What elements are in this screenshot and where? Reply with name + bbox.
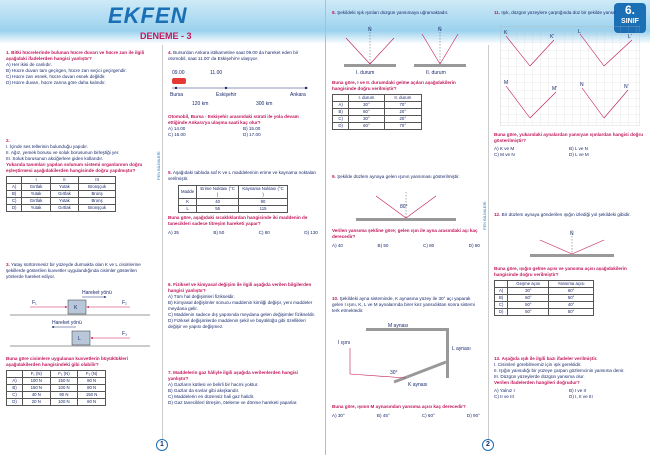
- column-divider: [162, 45, 163, 440]
- svg-text:80°: 80°: [400, 204, 408, 210]
- svg-text:09.00: 09.00: [172, 70, 185, 76]
- svg-text:N: N: [570, 231, 574, 237]
- side-label: FEN BİLİMLERİ: [156, 151, 161, 180]
- block-l: [72, 331, 90, 345]
- question-6: 6. Fiziksel ve kimyasal değişim ile ilgili aşağıda verilen bilgilerden hangisi yanlıştır? A) Tüm hal değişimleri fizikseldir. B) Kimyasal değişimler sonucu maddenin kimliği değişir, yeni maddeler meydana gelir. C) Maddenin sadece dış yapısında meydana gelen değişimler fizikseldir. D) Fiziksel değişimlerde maddenin şekil ve büyüklüğü gibi özellikleri değişir ve yapısı değişmez.: [168, 282, 318, 330]
- svg-text:K: K: [504, 30, 508, 36]
- q1-option-b[interactable]: B) Hücre duvarı tam geçirgen, hücre zarı seçici geçirgendir.: [6, 68, 127, 73]
- page-number: 2: [482, 439, 494, 451]
- question-8: 8. Şekildeki ışık ışınları düzgün yansımaya uğramaktadır.: [332, 10, 449, 15]
- q5-option-c[interactable]: C) 80: [258, 230, 270, 235]
- svg-text:Eskişehir: Eskişehir: [216, 92, 237, 98]
- column-divider: [488, 45, 489, 440]
- svg-text:F₁: F₁: [32, 300, 37, 306]
- svg-text:K': K': [550, 34, 555, 40]
- question-9: 9. Şekilde düzlem aynaya gelen ışının yansıması gösterilmiştir.: [332, 174, 460, 179]
- table-row[interactable]: A) 30° 60°: [495, 288, 594, 295]
- q11-option-a[interactable]: A) K ve M: [494, 146, 515, 151]
- q12-table: Geşme açısı Yansıma açısı A) 30° 60° B) 60° 50° C) 50° 40° D) 50° 50°: [494, 280, 594, 316]
- svg-text:300 km: 300 km: [256, 101, 273, 107]
- question-3-ask: Buna göre cisimlere uygulanan kuvvetlerin büyüklükleri aşağıdakilerden hangisindeki gibi olabilir? F₁ (N) F₂ (N) F₃ (N) A) 100 N 150 N 80 N B) 150 N 100 N 80 N C) 40 N 90 N 150 N D) 20 N 100 N 60 N: [6, 356, 129, 404]
- table-row[interactable]: C) 50° 40°: [495, 302, 594, 309]
- table-row[interactable]: B) 150 N 100 N 80 N: [7, 385, 106, 392]
- svg-text:N: N: [580, 82, 584, 88]
- svg-text:I. durum: I. durum: [356, 70, 375, 74]
- table-row[interactable]: D) 60° 70°: [333, 123, 422, 130]
- q1-option-d[interactable]: D) Hücre duvarı, hücre zarına göre daha kalındır.: [6, 80, 106, 85]
- svg-text:N: N: [438, 27, 442, 33]
- logo: EKFEN: [108, 3, 188, 28]
- svg-text:II. durum: II. durum: [426, 70, 446, 74]
- q10-option-c[interactable]: C) 60°: [421, 413, 435, 418]
- q13-option-d[interactable]: D) I, II ve III: [569, 394, 593, 399]
- q7-option-a[interactable]: A) Gazların kütlesi ve belirli bir hacmi yoktur.: [168, 382, 259, 387]
- question-8-ask: Buna göre, I ve II. durumdaki gelme açıları aşağıdakilerin hangisinde doğru verilmiştir? I. durum II. durum A) 30° 70° B) 60° 20° C) 30° 20° D) 60° 70°: [332, 80, 456, 128]
- svg-text:N': N': [624, 84, 629, 90]
- question-12-ask: Buna göre, ışığın gelme açısı ve yansıma açısı aşağıdakilerin hangisinde doğru verilmiştir? Geşme açısı Yansıma açısı A) 30° 60° B) 60° 50° C) 50° 40° D) 50° 50°: [494, 266, 627, 314]
- svg-text:30°: 30°: [390, 370, 398, 376]
- q12-mirror-diagram: [500, 228, 640, 262]
- q8-table: I. durum II. durum A) 30° 70° B) 60° 20° C) 30° 20° D) 60° 70°: [332, 94, 422, 130]
- q9-option-d[interactable]: D) 80: [468, 243, 480, 248]
- table-row: L 55 115: [179, 206, 288, 213]
- question-10-ask: Buna göre, ışının M aynasından yansıma açısı kaç derecedir? A) 30° B) 45° C) 60° D) 90°: [332, 404, 480, 418]
- svg-text:Bursa: Bursa: [170, 92, 184, 98]
- q6-option-d[interactable]: D) Fiziksel değişimlerde maddenin şekil ve büyüklüğü gibi özellikleri değişir ve yapısı değişmez.: [168, 318, 306, 329]
- svg-text:L aynası: L aynası: [452, 346, 471, 352]
- table-row[interactable]: A) 100 N 150 N 80 N: [7, 378, 106, 385]
- q11-option-d[interactable]: D) L ve M: [569, 152, 589, 157]
- q7-option-d[interactable]: D) Gaz tanecikleri titreşim, öteleme ve dönme hareketi yaparlar.: [168, 400, 298, 405]
- mirror-k: [394, 362, 446, 382]
- q5-option-b[interactable]: B) 50: [213, 230, 225, 235]
- table-row[interactable]: A) Gırtlak Yutak Bronşçuk: [7, 184, 116, 191]
- q4-option-a[interactable]: A) 14.00: [168, 126, 186, 131]
- q4-option-c[interactable]: C) 16.00: [168, 132, 186, 137]
- question-4-ask: Otomobil, Bursa - Eskişehir arasındaki sürati ile yola devam ettiğinde Ankara'ya ulaşma saati kaç olur? A) 14.00 B) 15.00 C) 16.00 D) 17.00: [168, 114, 318, 138]
- car-icon: [172, 78, 186, 84]
- q9-option-a[interactable]: A) 40: [332, 243, 343, 248]
- q1-option-a[interactable]: A) Her ikisi de canlıdır.: [6, 62, 52, 67]
- q3-table: F₁ (N) F₂ (N) F₃ (N) A) 100 N 150 N 80 N B) 150 N 100 N 80 N C) 40 N 90 N 150 N D) 20 N 100 N 60 N: [6, 370, 106, 406]
- q10-option-b[interactable]: B) 45°: [376, 413, 390, 418]
- question-3: 3. Yatay sürtünmesiz bir yüzeyde durmakta olan K ve L cisimlerine şekillerde gösterilen kuvvetler uygulandığında cisimler gösterilen yönlerde hareket ediyor.: [6, 262, 141, 279]
- table-row[interactable]: C) 30° 20°: [333, 116, 422, 123]
- question-12: 12. Bir düzlem aynaya gönderilen ışığın izlediği yol şekildeki gibidir.: [494, 212, 631, 217]
- mirror-l: [446, 328, 449, 378]
- q5-option-a[interactable]: A) 35: [168, 230, 179, 235]
- question-1: 1. Bitki hücrelerinde bulunan hücre duvarı ve hücre zarı ile ilgili aşağıdaki ifadelerden hangisi yanlıştır? A) Her ikisi de canlıdır. B) Hücre duvarı tam geçirgen, hücre zarı seçici geçirgendir. C) Hücre zarı esnek, hücre duvarı esnek değildir. D) Hücre duvarı, hücre zarına göre daha kalındır.: [6, 50, 154, 86]
- q13-option-c[interactable]: C) II ve III: [494, 394, 514, 399]
- q11-grid-diagram: [500, 26, 640, 126]
- question-5: 5. Aşağıdaki tabloda saf K ve L maddelerinin erime ve kaynama noktaları verilmiştir. Madde Erime Noktası (°C ) Kaynama Noktası (°C ) K 40 90 L 55 115 Buna göre, aşağıdaki sıcaklıklardan hangisinde iki maddenin de tanecikleri sadece titreşim hareketi yapar? A) 35 B) 50 C) 80 D) 130: [168, 170, 318, 235]
- q7-option-c[interactable]: C) Maddelerin en düzensiz hali gaz halidir.: [168, 394, 255, 399]
- table-row[interactable]: B) Yutak Gırtlak Bronş: [7, 191, 116, 198]
- table-row[interactable]: A) 30° 70°: [333, 102, 422, 109]
- table-row[interactable]: C) 40 N 90 N 150 N: [7, 392, 106, 399]
- q9-option-c[interactable]: C) 80: [423, 243, 435, 248]
- svg-text:M aynası: M aynası: [388, 323, 409, 329]
- q10-option-d[interactable]: D) 90°: [466, 413, 480, 418]
- table-row: K 40 90: [179, 199, 288, 206]
- svg-text:K aynası: K aynası: [408, 382, 428, 388]
- q5-table: Madde Erime Noktası (°C ) Kaynama Noktası (°C ) K 40 90 L 55 115: [178, 185, 288, 213]
- q9-mirror-diagram: [336, 190, 476, 224]
- q2-table: I II III A) Gırtlak Yutak Bronşçuk B) Yutak Gırtlak Bronş C) Gırtlak Yutak Bronş D) Yutak Gırtlak Bronşçuk: [6, 176, 116, 212]
- svg-text:120 km: 120 km: [192, 101, 209, 107]
- svg-text:I ışını: I ışını: [338, 340, 351, 346]
- svg-text:F₃: F₃: [122, 331, 128, 337]
- q13-option-a[interactable]: A) Yalnız I: [494, 388, 515, 393]
- svg-text:L': L': [628, 34, 632, 40]
- question-2: 2. I. İçinde ses tellerinin bulunduğu yapıdır. II. Ağız, yemek borusu ve soluk borusunun birleştiği yer. III. Soluk borusunun akciğerlere giden kollarıdır. Yukarıda tanımları yapılan solunum sistemi organlarının doğru eşleştirmesi aşağıdakilerden hangisinde doğru yapılmıştır? I II III A) Gırtlak Yutak Bronşçuk B) Yutak Gırtlak Bronş C) Gırtlak Yutak Bronş D) Yutak Gırtlak Bronşçuk: [6, 138, 143, 210]
- question-10: 10. Şekildeki ayna sisteminde, K aynasına yüzey ile 30° açı yaparak gelen I ışını, K, L ve M aynalarında birer kez yansıdıktan sonra sistemi terk etmektedir.: [332, 296, 475, 313]
- q3-move-label-1: Hareket yönü: [82, 290, 112, 296]
- q10-mirror-system: [336, 322, 476, 388]
- deneme-title: DENEME - 3: [140, 31, 192, 41]
- q11-option-c[interactable]: C) M ve N: [494, 152, 515, 157]
- q10-option-a[interactable]: A) 30°: [332, 413, 345, 418]
- svg-text:N: N: [368, 27, 372, 33]
- table-row[interactable]: D) 20 N 100 N 60 N: [7, 399, 106, 406]
- q4-option-b[interactable]: B) 15.00: [243, 126, 261, 131]
- q8-mirror-diagram: [332, 24, 480, 74]
- svg-text:M: M: [504, 80, 509, 86]
- question-11: 11. Işık, düzgün yüzeylere çarptığında düz bir şekilde yansır.: [494, 10, 617, 15]
- question-13: 13. Aşağıda ışık ile ilgili bazı ifadeler verilmiştir. I. Cisimleri görebilmemiz için ışık gereklidir. II. Işığın yansıdığı bir yüzeye çarpan gözlemcinin yansıma denir. III. Düzgün yüzeylerde düzgün yansıma olur. Verilen ifadelerden hangileri doğrudur? A) Yalnız I B) I ve II C) II ve III D) I, II ve III: [494, 356, 644, 400]
- page-number: 1: [156, 439, 168, 451]
- q6-option-c[interactable]: C) Maddenin sadece dış yapısında meydana gelen değişimler fizikseldir.: [168, 312, 316, 317]
- grade-badge: 6. SINIF: [614, 3, 646, 33]
- side-label: FEN BİLİMLERİ: [482, 201, 487, 230]
- q7-option-b[interactable]: B) Gazlar da sıvılar gibi akışkandır.: [168, 388, 240, 393]
- q6-option-a[interactable]: A) Tüm hal değişimleri fizikseldir.: [168, 294, 235, 299]
- question-4: 4. Bursa'dan Ankara istikametine saat 09.00 da hareket eden bir otomobil, saat 11.00' da Eskişehir'e ulaşıyor.: [168, 50, 299, 61]
- svg-text:F₂: F₂: [122, 300, 127, 306]
- q5-option-d[interactable]: D) 130: [304, 230, 318, 235]
- table-row[interactable]: C) Gırtlak Yutak Bronş: [7, 198, 116, 205]
- svg-text:K: K: [74, 305, 78, 311]
- svg-text:L: L: [578, 29, 581, 35]
- page-right: [325, 0, 650, 455]
- q3-force-diagram: [10, 288, 150, 350]
- q6-option-b[interactable]: B) Kimyasal değişimler sonucu maddenin kimliği değişir, yeni maddeler meydana gelir.: [168, 300, 313, 311]
- question-9-ask: Verilen yansıma şekline göre; gelen ışın ile ayna arasındaki açı kaç derecedir? A) 40 B) 50 C) 80 D) 80: [332, 228, 480, 248]
- q3-move-label-2: Hareket yönü: [52, 320, 82, 326]
- svg-text:11.00: 11.00: [210, 70, 223, 76]
- q9-option-b[interactable]: B) 50: [377, 243, 389, 248]
- q11-option-b[interactable]: B) L ve N: [569, 146, 588, 151]
- question-11-ask: Buna göre, yukarıdaki aynalardan yansıyan ışınlardan hangisi doğru gösterilmiştir? A) K ve M B) L ve N C) M ve N D) L ve M: [494, 132, 644, 157]
- table-row[interactable]: D) 50° 50°: [495, 309, 594, 316]
- svg-text:M': M': [552, 86, 558, 92]
- question-7: 7. Maddelerin gaz hâliyle ilgili aşağıda verilenlerden hangisi yanlıştır? A) Gazların kütlesi ve belirli bir hacmi yoktur. B) Gazlar da sıvılar gibi akışkandır. C) Maddelerin en düzensiz hali gaz halidir. D) Gaz tanecikleri titreşim, öteleme ve dönme hareketi yaparlar.: [168, 370, 318, 406]
- q1-option-c[interactable]: C) Hücre zarı esnek, hücre duvarı esnek değildir.: [6, 74, 106, 79]
- table-row[interactable]: B) 60° 20°: [333, 109, 422, 116]
- table-row[interactable]: D) Yutak Gırtlak Bronşçuk: [7, 205, 116, 212]
- svg-text:Ankara: Ankara: [290, 92, 306, 98]
- q4-route-diagram: [168, 68, 318, 112]
- svg-text:L: L: [78, 336, 81, 342]
- q4-option-d[interactable]: D) 17.00: [243, 132, 261, 137]
- q13-option-b[interactable]: B) I ve II: [569, 388, 587, 393]
- table-row[interactable]: B) 60° 50°: [495, 295, 594, 302]
